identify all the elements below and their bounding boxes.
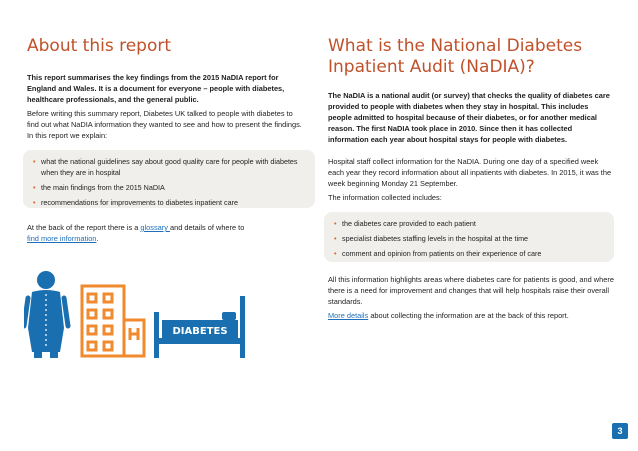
- about-bullet-box: [23, 150, 315, 208]
- nadia-heading: What is the National Diabetes Inpatient Audit (NaDIA)?: [328, 36, 583, 77]
- list-item: • comment and opinion from patients on their experience of care: [334, 249, 542, 258]
- glossary-link[interactable]: glossary: [140, 223, 170, 232]
- more-details-link[interactable]: More details: [328, 311, 369, 320]
- list-item: • the main findings from the 2015 NaDIA: [33, 183, 165, 192]
- list-item: • what the national guidelines say about good quality care for people with diabetes when they are in hospital: [33, 157, 298, 177]
- nadia-lead: The NaDIA is a national audit (or survey) that checks the quality of diabetes care provided to people with diabetes when they stay in hospital. This includes people admitted to hospital because of their diabetes, or for another medical reason. The first NaDIA took place in 2010. Since then it has collected information each year about hospital stays for people with diabetes.: [328, 91, 610, 144]
- nadia-para-staff: Hospital staff collect information for the NaDIA. During one day of a specified week each year they record information about all inpatients with diabetes. In 2015, it was the week beginning Monday 21 September.: [328, 157, 612, 188]
- nadia-para-highlights: All this information highlights areas where diabetes care for patients is good, and where there is a need for improvement and changes that will help hospitals raise their overall standards.: [328, 275, 614, 306]
- hospital-building-icon: [82, 286, 144, 356]
- patient-icon: [24, 271, 68, 358]
- list-item: • the diabetes care provided to each patient: [334, 219, 476, 228]
- list-item: • recommendations for improvements to diabetes inpatient care: [33, 198, 238, 207]
- nadia-more-details: More details about collecting the information are at the back of this report.: [328, 311, 569, 320]
- nadia-bullet-box: [324, 212, 614, 262]
- list-item: • specialist diabetes staffing levels in the hospital at the time: [334, 234, 529, 243]
- back-of-report-text: At the back of the report there is a glossary and details of where to find more information.: [27, 223, 245, 243]
- about-intro: Before writing this summary report, Diabetes UK talked to people with diabetes to find out what NaDIA information they wanted to see and how to present the findings. In this report we explain:: [27, 109, 302, 140]
- about-heading: About this report: [27, 36, 172, 56]
- about-lead: This report summarises the key findings from the 2015 NaDIA report for England and Wales. It is a document for everyone – people with diabetes, healthcare professionals, and the general public.: [27, 73, 285, 104]
- diabetes-illustration: [24, 268, 254, 360]
- nadia-para-includes: The information collected includes:: [328, 193, 442, 202]
- bed-label: DIABETES: [172, 326, 228, 337]
- find-more-link[interactable]: find more information: [27, 234, 97, 243]
- page-number: 3: [612, 423, 628, 439]
